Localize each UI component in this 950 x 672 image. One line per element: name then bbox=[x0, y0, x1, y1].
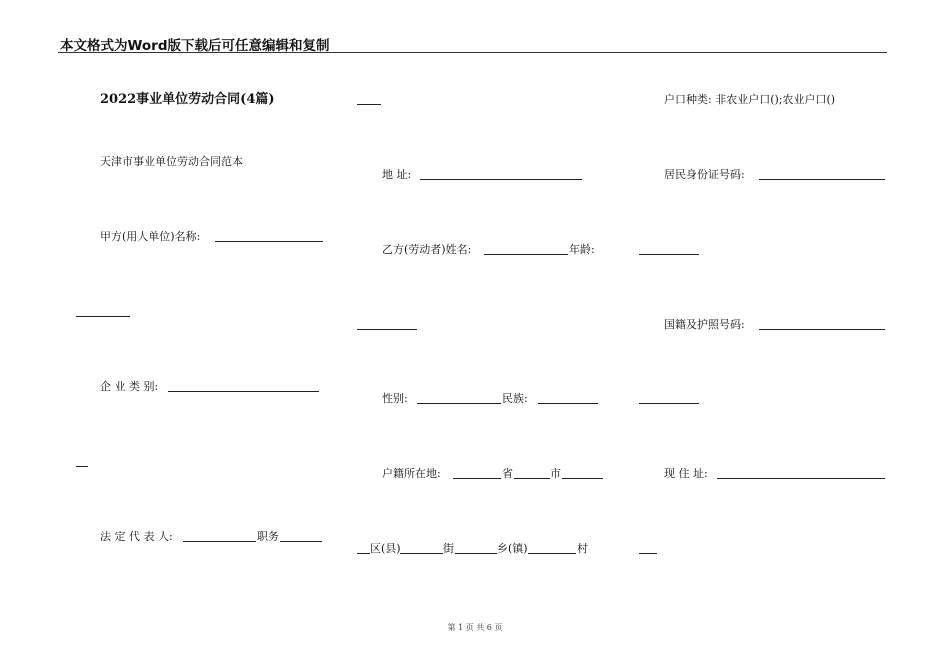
id-number-label: 居民身份证号码: bbox=[664, 168, 745, 181]
age-blank bbox=[639, 254, 699, 255]
document-header: 本文格式为Word版下载后可任意编辑和复制 bbox=[60, 38, 330, 54]
employee-name-label: 乙方(劳动者)姓名: bbox=[382, 243, 472, 256]
village-label: 村 bbox=[577, 542, 588, 555]
employer-name-label: 甲方(用人单位)名称: bbox=[100, 230, 201, 243]
nationality-blank bbox=[759, 329, 885, 330]
enterprise-type-blank-continued bbox=[76, 466, 88, 467]
document-title: 2022事业单位劳动合同(4篇) bbox=[100, 92, 275, 107]
current-address-blank-continued bbox=[639, 553, 657, 554]
current-address-label: 现 住 址: bbox=[664, 467, 708, 480]
city-blank bbox=[514, 478, 550, 479]
enterprise-type-blank bbox=[168, 391, 319, 392]
position-label: 职务 bbox=[257, 530, 279, 543]
township-label: 乡(镇) bbox=[497, 542, 528, 555]
col2-top-blank bbox=[357, 104, 381, 105]
city-label: 市 bbox=[550, 467, 561, 480]
address-label: 地 址: bbox=[382, 168, 412, 181]
age-label: 年龄: bbox=[569, 243, 595, 256]
nationality-label: 国籍及护照号码: bbox=[664, 318, 745, 331]
province-blank bbox=[453, 478, 501, 479]
address-blank bbox=[420, 179, 582, 180]
col2-mid-blank bbox=[357, 329, 417, 330]
gender-blank bbox=[417, 403, 501, 404]
street-label: 街 bbox=[443, 542, 454, 555]
enterprise-type-label: 企 业 类 别: bbox=[100, 380, 159, 393]
ethnicity-label: 民族: bbox=[502, 392, 528, 405]
street-blank bbox=[400, 553, 443, 554]
page-number: 第 1 页 共 6 页 bbox=[447, 623, 503, 632]
gender-label: 性别: bbox=[382, 392, 408, 405]
header-rule bbox=[58, 52, 887, 53]
employer-name-blank bbox=[215, 241, 323, 242]
employer-name-blank-continued bbox=[76, 316, 130, 317]
hukou-type-label: 户口种类: 非农业户口();农业户口() bbox=[664, 93, 836, 106]
village-blank bbox=[528, 553, 576, 554]
city-blank-trailing bbox=[562, 478, 603, 479]
district-blank bbox=[357, 553, 370, 554]
position-blank bbox=[280, 541, 322, 542]
district-label: 区(县) bbox=[370, 542, 401, 555]
household-label: 户籍所在地: bbox=[382, 467, 441, 480]
province-label: 省 bbox=[502, 467, 513, 480]
legal-rep-blank bbox=[183, 541, 256, 542]
ethnicity-blank bbox=[538, 403, 598, 404]
current-address-blank bbox=[717, 478, 885, 479]
ethnicity-blank-continued bbox=[639, 403, 699, 404]
legal-rep-label: 法 定 代 表 人: bbox=[100, 530, 173, 543]
id-number-blank bbox=[759, 179, 885, 180]
document-subtitle: 天津市事业单位劳动合同范本 bbox=[100, 155, 243, 168]
township-blank bbox=[455, 553, 497, 554]
employee-name-blank bbox=[484, 254, 568, 255]
